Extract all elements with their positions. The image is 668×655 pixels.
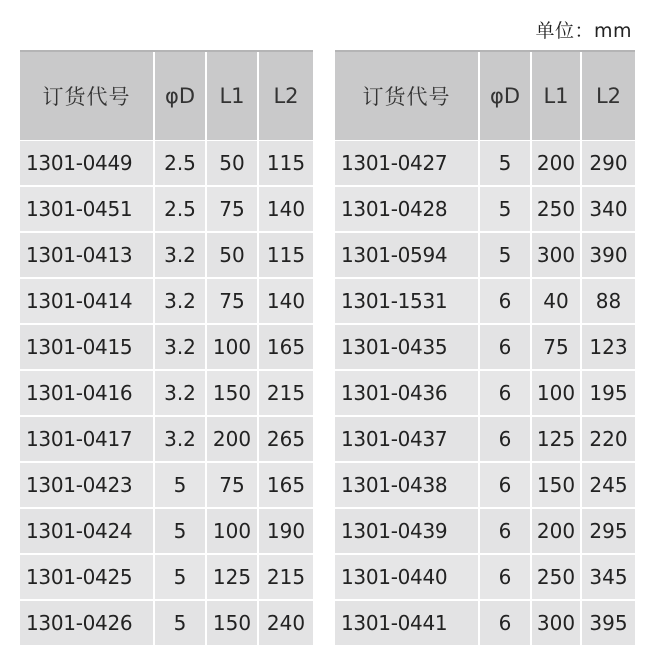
cell-diameter: 3.2 <box>155 325 207 371</box>
cell-order-code: 1301-0415 <box>20 325 155 371</box>
cell-diameter: 5 <box>480 141 532 187</box>
cell-l1: 125 <box>207 555 259 601</box>
cell-diameter: 5 <box>155 555 207 601</box>
cell-l2: 245 <box>582 463 635 509</box>
header-l1: L1 <box>207 52 259 141</box>
header-order-code: 订货代号 <box>20 52 155 141</box>
table-row <box>20 371 313 417</box>
cell-diameter: 6 <box>480 509 532 555</box>
cell-l1: 125 <box>532 417 582 463</box>
right-table-body <box>335 141 635 647</box>
cell-diameter: 3.2 <box>155 279 207 325</box>
table-row <box>335 417 635 463</box>
table-row <box>335 141 635 187</box>
cell-diameter: 3.2 <box>155 371 207 417</box>
table-row <box>20 555 313 601</box>
left-header-row <box>20 52 313 141</box>
cell-diameter: 2.5 <box>155 187 207 233</box>
cell-l2: 390 <box>582 233 635 279</box>
cell-l1: 200 <box>532 141 582 187</box>
cell-l2: 215 <box>259 371 313 417</box>
header-l2: L2 <box>259 52 313 141</box>
cell-l2: 115 <box>259 141 313 187</box>
cell-order-code: 1301-0417 <box>20 417 155 463</box>
cell-l1: 50 <box>207 233 259 279</box>
table-row <box>20 509 313 555</box>
cell-diameter: 3.2 <box>155 417 207 463</box>
table-row <box>335 601 635 647</box>
table-row <box>20 141 313 187</box>
table-row <box>335 371 635 417</box>
cell-l2: 395 <box>582 601 635 647</box>
cell-order-code: 1301-0441 <box>335 601 480 647</box>
cell-order-code: 1301-0426 <box>20 601 155 647</box>
cell-l1: 40 <box>532 279 582 325</box>
cell-diameter: 6 <box>480 371 532 417</box>
left-table-body <box>20 141 313 647</box>
cell-diameter: 5 <box>155 509 207 555</box>
header-l1: L1 <box>532 52 582 141</box>
table-row <box>20 187 313 233</box>
cell-order-code: 1301-0435 <box>335 325 480 371</box>
cell-l1: 150 <box>532 463 582 509</box>
header-diameter: φD <box>155 52 207 141</box>
cell-diameter: 5 <box>480 187 532 233</box>
cell-order-code: 1301-0416 <box>20 371 155 417</box>
cell-diameter: 6 <box>480 555 532 601</box>
table-row <box>20 463 313 509</box>
cell-l1: 250 <box>532 555 582 601</box>
unit-label: 单位：mm <box>535 20 632 42</box>
table-row <box>335 555 635 601</box>
cell-diameter: 6 <box>480 417 532 463</box>
cell-l1: 250 <box>532 187 582 233</box>
table-row <box>20 601 313 647</box>
cell-diameter: 6 <box>480 279 532 325</box>
cell-l2: 215 <box>259 555 313 601</box>
table-row <box>20 233 313 279</box>
table-row <box>335 509 635 555</box>
cell-order-code: 1301-0423 <box>20 463 155 509</box>
cell-l2: 340 <box>582 187 635 233</box>
cell-l2: 88 <box>582 279 635 325</box>
cell-l1: 150 <box>207 371 259 417</box>
cell-order-code: 1301-1531 <box>335 279 480 325</box>
cell-diameter: 5 <box>155 463 207 509</box>
cell-l1: 150 <box>207 601 259 647</box>
cell-order-code: 1301-0451 <box>20 187 155 233</box>
cell-order-code: 1301-0414 <box>20 279 155 325</box>
table-row <box>20 279 313 325</box>
table-row <box>335 187 635 233</box>
cell-l2: 220 <box>582 417 635 463</box>
cell-order-code: 1301-0440 <box>335 555 480 601</box>
cell-diameter: 5 <box>155 601 207 647</box>
cell-l2: 115 <box>259 233 313 279</box>
cell-diameter: 3.2 <box>155 233 207 279</box>
cell-l2: 190 <box>259 509 313 555</box>
cell-l2: 165 <box>259 463 313 509</box>
table-row <box>20 417 313 463</box>
cell-l1: 50 <box>207 141 259 187</box>
cell-l2: 295 <box>582 509 635 555</box>
cell-diameter: 6 <box>480 463 532 509</box>
cell-diameter: 2.5 <box>155 141 207 187</box>
cell-l1: 100 <box>207 509 259 555</box>
table-row <box>335 233 635 279</box>
header-order-code: 订货代号 <box>335 52 480 141</box>
cell-l1: 300 <box>532 233 582 279</box>
cell-order-code: 1301-0424 <box>20 509 155 555</box>
cell-order-code: 1301-0425 <box>20 555 155 601</box>
cell-l2: 195 <box>582 371 635 417</box>
cell-l2: 123 <box>582 325 635 371</box>
cell-l2: 240 <box>259 601 313 647</box>
cell-l1: 75 <box>207 463 259 509</box>
cell-l1: 75 <box>532 325 582 371</box>
cell-order-code: 1301-0449 <box>20 141 155 187</box>
cell-order-code: 1301-0413 <box>20 233 155 279</box>
cell-order-code: 1301-0594 <box>335 233 480 279</box>
cell-l2: 140 <box>259 279 313 325</box>
cell-diameter: 6 <box>480 601 532 647</box>
cell-l1: 200 <box>207 417 259 463</box>
left-spec-table <box>20 52 313 647</box>
cell-diameter: 5 <box>480 233 532 279</box>
cell-order-code: 1301-0439 <box>335 509 480 555</box>
header-diameter: φD <box>480 52 532 141</box>
cell-l2: 345 <box>582 555 635 601</box>
cell-l1: 75 <box>207 187 259 233</box>
cell-l2: 140 <box>259 187 313 233</box>
right-header-row <box>335 52 635 141</box>
cell-l2: 290 <box>582 141 635 187</box>
cell-diameter: 6 <box>480 325 532 371</box>
cell-l1: 75 <box>207 279 259 325</box>
table-row <box>335 463 635 509</box>
cell-order-code: 1301-0428 <box>335 187 480 233</box>
cell-l1: 100 <box>532 371 582 417</box>
cell-order-code: 1301-0427 <box>335 141 480 187</box>
cell-l1: 200 <box>532 509 582 555</box>
cell-l2: 165 <box>259 325 313 371</box>
table-row <box>20 325 313 371</box>
cell-order-code: 1301-0436 <box>335 371 480 417</box>
table-row <box>335 279 635 325</box>
cell-order-code: 1301-0438 <box>335 463 480 509</box>
header-l2: L2 <box>582 52 635 141</box>
cell-l1: 300 <box>532 601 582 647</box>
table-row <box>335 325 635 371</box>
cell-order-code: 1301-0437 <box>335 417 480 463</box>
cell-l1: 100 <box>207 325 259 371</box>
cell-l2: 265 <box>259 417 313 463</box>
right-spec-table <box>335 52 635 647</box>
